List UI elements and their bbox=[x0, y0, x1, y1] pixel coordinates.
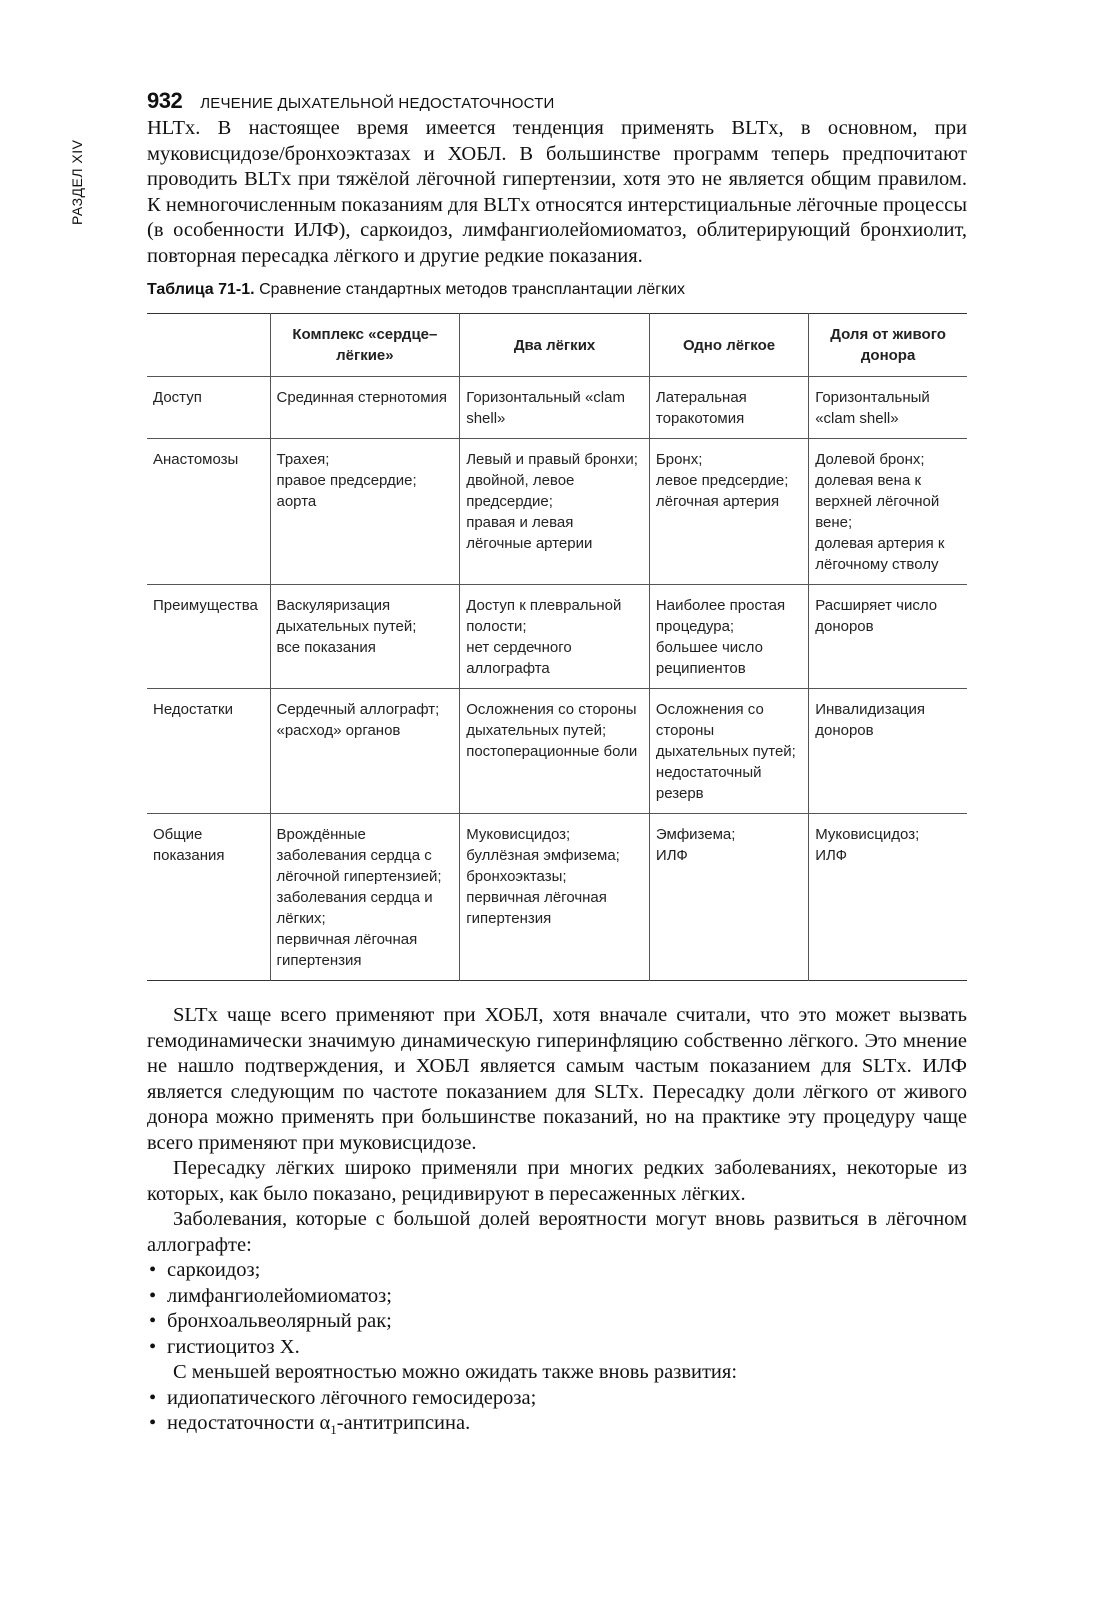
list-item: • саркоидоз; bbox=[147, 1258, 967, 1284]
section-side-tab bbox=[57, 135, 97, 225]
table-cell: Муковисцидоз; буллёзная эмфизема; бронхоэктазы; первичная лёгочная гипертензия bbox=[460, 814, 650, 981]
chapter-title: ЛЕЧЕНИЕ ДЫХАТЕЛЬНОЙ НЕДОСТАТОЧНОСТИ bbox=[200, 95, 555, 112]
sltx-paragraph: SLTx чаще всего применяют при ХОБЛ, хотя вначале считали, что это может вызвать гемодинамически значимую динамическую гиперинфляцию собственно лёгкого. Это мнение не нашло подтверждения, и ХОБЛ является самым частым показанием для SLTx. ИЛФ является следующим по частоте показанием для SLTx. Пересадку доли лёгкого от живого донора можно применять при большинстве показаний, но на практике эту процедуру чаще всего применяют при муковисцидозе. bbox=[147, 1004, 967, 1154]
list-item: • гистиоцитоз X. bbox=[147, 1335, 967, 1361]
table-cell: Долевой бронх; долевая вена к верхней лёгочной вене; долевая артерия к лёгочному стволу bbox=[809, 439, 967, 585]
table-header-cell: Два лёгких bbox=[460, 314, 650, 377]
table-cell: Левый и правый бронхи; двойной, левое предсердие; правая и левая лёгочные артерии bbox=[460, 439, 650, 585]
list-item-alpha-antitrypsin bbox=[147, 1411, 967, 1443]
table-cell: Сердечный аллографт; «расход» органов bbox=[270, 689, 460, 814]
table-cell: Бронх; левое предсердие; лёгочная артерия bbox=[649, 439, 808, 585]
alpha-item-prefix: недостаточности α bbox=[167, 1412, 331, 1434]
table-header-cell bbox=[147, 314, 270, 377]
page-number: 932 bbox=[147, 88, 183, 113]
list-item: • идиопатического лёгочного гемосидероза; bbox=[147, 1386, 967, 1412]
table-caption-text: Сравнение стандартных методов трансплантации лёгких bbox=[259, 281, 686, 298]
row-label: Общие показания bbox=[153, 826, 225, 864]
rare-diseases-paragraph: Пересадку лёгких широко применяли при многих редких заболеваниях, некоторые из которых, как было показано, рецидивируют в пересаженных лёгких. bbox=[147, 1157, 967, 1205]
table-cell: Трахея; правое предсердие; аорта bbox=[270, 439, 460, 585]
comparison-table bbox=[147, 313, 967, 981]
table-cell: Осложнения со стороны дыхательных путей; недостаточный резерв bbox=[649, 689, 808, 814]
table-caption bbox=[147, 281, 967, 299]
recurrence-list bbox=[147, 1258, 967, 1360]
less-likely-paragraph: С меньшей вероятностью можно ожидать также вновь развития: bbox=[173, 1361, 738, 1383]
table-caption-label: Таблица 71-1. bbox=[147, 281, 255, 298]
alpha-item-suffix: -антитрипсина. bbox=[336, 1412, 471, 1434]
row-label: Преимущества bbox=[147, 585, 270, 689]
table-cell: Васкуляризация дыхательных путей; все показания bbox=[270, 585, 460, 689]
list-item: • бронхоальвеолярный рак; bbox=[147, 1309, 967, 1335]
table-row bbox=[147, 585, 967, 689]
intro-paragraph: HLTx. В настоящее время имеется тенденция применять BLTx, в основном, при муковисцидозе/бронхоэктазах и ХОБЛ. В большинстве программ теперь предпочитают проводить BLTx при тяжёлой лёгочной гипертензии, хотя это не является общим правилом. К немногочисленным показаниям для BLTx относятся интерстициальные лёгочные процессы (в особенности ИЛФ), саркоидоз, лимфангиолейомиоматоз, облитерирующий бронхиолит, повторная пересадка лёгкого и другие редкие показания. bbox=[147, 117, 967, 267]
recurrence-intro-paragraph: Заболевания, которые с большой долей вероятности могут вновь развиться в лёгочном аллографте: bbox=[147, 1208, 967, 1256]
less-likely-list bbox=[147, 1386, 967, 1443]
running-header bbox=[147, 88, 967, 116]
row-label: Недостатки bbox=[147, 689, 270, 814]
table-cell: Муковисцидоз; ИЛФ bbox=[809, 814, 967, 981]
table-cell: Инвалидизация доноров bbox=[809, 689, 967, 814]
table-cell: Расширяет число доноров bbox=[809, 585, 967, 689]
table-cell: Осложнения со стороны дыхательных путей; постоперационные боли bbox=[460, 689, 650, 814]
table-cell: Врождённые заболевания сердца с лёгочной гипертензией; заболевания сердца и лёгких; первичная лёгочная гипертензия bbox=[270, 814, 460, 981]
table-cell: Наиболее простая процедура; большее число реципиентов bbox=[649, 585, 808, 689]
table-cell: Доступ к плевральной полости; нет сердечного аллографта bbox=[460, 585, 650, 689]
row-label: Анастомозы bbox=[147, 439, 270, 585]
table-row bbox=[147, 814, 967, 981]
section-label: РАЗДЕЛ XIV bbox=[69, 139, 85, 225]
table-cell: Горизонтальный «clam shell» bbox=[809, 377, 967, 439]
table-cell: Срединная стернотомия bbox=[270, 377, 460, 439]
row-label: Доступ bbox=[147, 377, 270, 439]
table-cell: Латеральная торакотомия bbox=[649, 377, 808, 439]
table-header-cell: Одно лёгкое bbox=[649, 314, 808, 377]
table-cell: Горизонтальный «clam shell» bbox=[460, 377, 650, 439]
table-row bbox=[147, 689, 967, 814]
table-cell: Эмфизема; ИЛФ bbox=[649, 814, 808, 981]
alpha-item-subscript: 1 bbox=[330, 1422, 337, 1438]
table-row bbox=[147, 377, 967, 439]
list-item: • лимфангиолейомиоматоз; bbox=[147, 1284, 967, 1310]
table-header-cell: Доля от живого донора bbox=[809, 314, 967, 377]
table-header-cell: Комплекс «сердце–лёгкие» bbox=[270, 314, 460, 377]
page-content bbox=[147, 88, 967, 1443]
table-header-row bbox=[147, 314, 967, 377]
table-row bbox=[147, 439, 967, 585]
